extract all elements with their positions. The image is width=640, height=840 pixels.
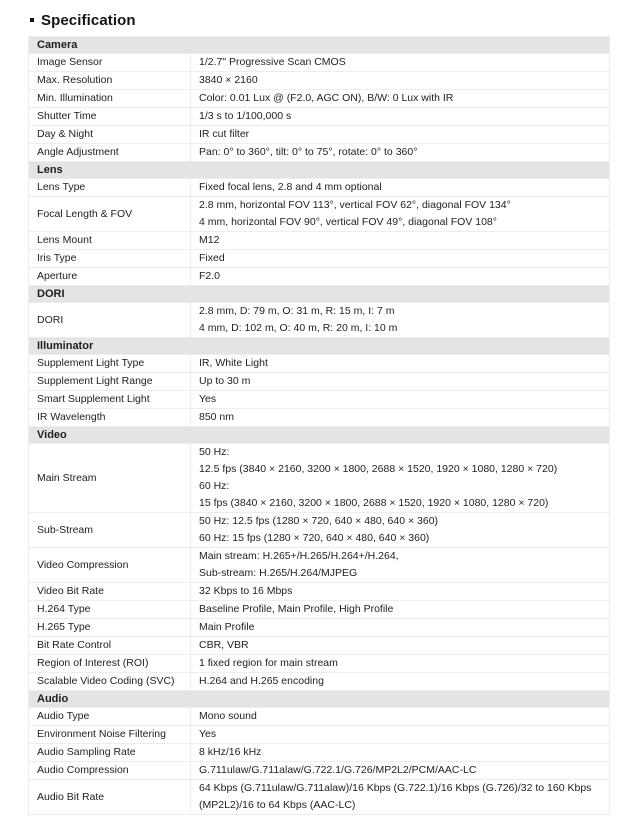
- spec-label: Main Stream: [29, 444, 191, 512]
- spec-value-line: Yes: [199, 393, 217, 405]
- spec-label: Supplement Light Type: [29, 355, 191, 372]
- spec-label: Audio Compression: [29, 762, 191, 779]
- spec-value-line: (MP2L2)/16 to 64 Kbps (AAC-LC): [199, 799, 356, 811]
- spec-label: Video Bit Rate: [29, 583, 191, 600]
- spec-value-line: 50 Hz:: [199, 446, 230, 458]
- spec-value: [191, 355, 609, 372]
- spec-row: [29, 144, 609, 162]
- spec-value: [191, 144, 609, 161]
- spec-label: Min. Illumination: [29, 90, 191, 107]
- spec-label: Video Compression: [29, 548, 191, 582]
- spec-value-line: G.711ulaw/G.711alaw/G.722.1/G.726/MP2L2/PCM/AAC-LC: [199, 764, 477, 776]
- spec-label: Audio Bit Rate: [29, 780, 191, 814]
- spec-label: Region of Interest (ROI): [29, 655, 191, 672]
- spec-label: Max. Resolution: [29, 72, 191, 89]
- spec-row: [29, 444, 609, 513]
- spec-value: [191, 548, 609, 582]
- spec-row: [29, 673, 609, 691]
- spec-row: [29, 391, 609, 409]
- spec-value-line: Baseline Profile, Main Profile, High Profile: [199, 603, 394, 615]
- spec-label: Environment Noise Filtering: [29, 726, 191, 743]
- spec-value-line: 8 kHz/16 kHz: [199, 746, 262, 758]
- spec-label: Aperture: [29, 268, 191, 285]
- spec-table: [28, 36, 610, 815]
- spec-row: [29, 108, 609, 126]
- spec-row: [29, 268, 609, 286]
- spec-value: [191, 583, 609, 600]
- spec-value: [191, 637, 609, 654]
- page-title: [30, 11, 610, 29]
- spec-value-line: 850 nm: [199, 411, 235, 423]
- spec-value: [191, 250, 609, 267]
- spec-value: [191, 268, 609, 285]
- spec-value: [191, 673, 609, 690]
- spec-label: DORI: [29, 303, 191, 337]
- spec-label: Image Sensor: [29, 54, 191, 71]
- spec-label: IR Wavelength: [29, 409, 191, 426]
- spec-row: [29, 409, 609, 427]
- spec-value: [191, 780, 609, 814]
- spec-label: Shutter Time: [29, 108, 191, 125]
- spec-label: Sub-Stream: [29, 513, 191, 547]
- spec-label: Day & Night: [29, 126, 191, 143]
- spec-label: Lens Type: [29, 179, 191, 196]
- spec-value-line: F2.0: [199, 270, 221, 282]
- spec-value-line: 50 Hz: 12.5 fps (1280 × 720, 640 × 480, 640 × 360): [199, 515, 439, 527]
- spec-value-line: Sub-stream: H.265/H.264/MJPEG: [199, 567, 358, 579]
- page-title-text: Specification: [41, 11, 136, 29]
- spec-row: [29, 744, 609, 762]
- spec-value: [191, 762, 609, 779]
- spec-value: [191, 444, 609, 512]
- spec-label: Scalable Video Coding (SVC): [29, 673, 191, 690]
- spec-label: Focal Length & FOV: [29, 197, 191, 231]
- spec-row: [29, 250, 609, 268]
- spec-value: [191, 513, 609, 547]
- spec-label: Angle Adjustment: [29, 144, 191, 161]
- spec-value-line: 2.8 mm, D: 79 m, O: 31 m, R: 15 m, I: 7 m: [199, 305, 395, 317]
- spec-value-line: 1/3 s to 1/100,000 s: [199, 110, 292, 122]
- spec-value: [191, 90, 609, 107]
- spec-row: [29, 90, 609, 108]
- spec-value: [191, 303, 609, 337]
- spec-value-line: 60 Hz:: [199, 480, 230, 492]
- spec-value-line: 2.8 mm, horizontal FOV 113°, vertical FOV 62°, diagonal FOV 134°: [199, 199, 511, 211]
- spec-value-line: Up to 30 m: [199, 375, 251, 387]
- spec-value: [191, 72, 609, 89]
- spec-row: [29, 583, 609, 601]
- spec-value: [191, 197, 609, 231]
- square-bullet-icon: [30, 18, 34, 22]
- spec-value-line: 12.5 fps (3840 × 2160, 3200 × 1800, 2688 × 1520, 1920 × 1080, 1280 × 720): [199, 463, 558, 475]
- spec-value-line: 1 fixed region for main stream: [199, 657, 338, 669]
- spec-row: [29, 72, 609, 90]
- spec-value-line: Fixed: [199, 252, 225, 264]
- spec-label: H.265 Type: [29, 619, 191, 636]
- spec-value-line: 1/2.7" Progressive Scan CMOS: [199, 56, 346, 68]
- spec-value-line: H.264 and H.265 encoding: [199, 675, 324, 687]
- spec-value-line: 4 mm, horizontal FOV 90°, vertical FOV 49°, diagonal FOV 108°: [199, 216, 497, 228]
- spec-value-line: Main Profile: [199, 621, 255, 633]
- spec-value-line: Mono sound: [199, 710, 257, 722]
- spec-row: [29, 303, 609, 338]
- spec-value-line: Yes: [199, 728, 217, 740]
- spec-row: [29, 780, 609, 815]
- spec-row: [29, 726, 609, 744]
- spec-value: [191, 744, 609, 761]
- spec-value-line: Pan: 0° to 360°, tilt: 0° to 75°, rotate: 0° to 360°: [199, 146, 418, 158]
- spec-label: Iris Type: [29, 250, 191, 267]
- spec-value-line: 3840 × 2160: [199, 74, 258, 86]
- spec-value: [191, 601, 609, 618]
- spec-label: Audio Sampling Rate: [29, 744, 191, 761]
- spec-value-line: IR, White Light: [199, 357, 268, 369]
- spec-row: [29, 179, 609, 197]
- spec-value-line: 15 fps (3840 × 2160, 3200 × 1800, 2688 × 1520, 1920 × 1080, 1280 × 720): [199, 497, 549, 509]
- spec-value-line: 60 Hz: 15 fps (1280 × 720, 640 × 480, 640 × 360): [199, 532, 430, 544]
- spec-label: H.264 Type: [29, 601, 191, 618]
- spec-value-line: IR cut filter: [199, 128, 250, 140]
- section-header-illuminator: Illuminator: [29, 338, 609, 355]
- spec-row: [29, 655, 609, 673]
- spec-value-line: M12: [199, 234, 220, 246]
- spec-row: [29, 373, 609, 391]
- spec-row: [29, 619, 609, 637]
- spec-row: [29, 513, 609, 548]
- spec-row: [29, 708, 609, 726]
- spec-label: Supplement Light Range: [29, 373, 191, 390]
- spec-row: [29, 54, 609, 72]
- section-header-video: Video: [29, 427, 609, 444]
- spec-value: [191, 655, 609, 672]
- spec-value: [191, 409, 609, 426]
- spec-value-line: 32 Kbps to 16 Mbps: [199, 585, 293, 597]
- spec-value: [191, 391, 609, 408]
- spec-value-line: CBR, VBR: [199, 639, 249, 651]
- spec-row: [29, 762, 609, 780]
- spec-row: [29, 126, 609, 144]
- spec-label: Audio Type: [29, 708, 191, 725]
- spec-label: Smart Supplement Light: [29, 391, 191, 408]
- section-header-camera: Camera: [29, 37, 609, 54]
- spec-value-line: Main stream: H.265+/H.265/H.264+/H.264,: [199, 550, 399, 562]
- spec-value: [191, 373, 609, 390]
- spec-value: [191, 619, 609, 636]
- spec-value-line: 4 mm, D: 102 m, O: 40 m, R: 20 m, I: 10 m: [199, 322, 398, 334]
- section-header-audio: Audio: [29, 691, 609, 708]
- spec-value: [191, 108, 609, 125]
- spec-value: [191, 126, 609, 143]
- spec-row: [29, 355, 609, 373]
- section-header-dori: DORI: [29, 286, 609, 303]
- spec-row: [29, 637, 609, 655]
- spec-value-line: Fixed focal lens, 2.8 and 4 mm optional: [199, 181, 382, 193]
- spec-label: Bit Rate Control: [29, 637, 191, 654]
- spec-row: [29, 232, 609, 250]
- spec-value-line: 64 Kbps (G.711ulaw/G.711alaw)/16 Kbps (G.722.1)/16 Kbps (G.726)/32 to 160 Kbps: [199, 782, 592, 794]
- spec-value: [191, 232, 609, 249]
- spec-value: [191, 708, 609, 725]
- section-header-lens: Lens: [29, 162, 609, 179]
- spec-label: Lens Mount: [29, 232, 191, 249]
- spec-value: [191, 179, 609, 196]
- spec-row: [29, 548, 609, 583]
- spec-row: [29, 601, 609, 619]
- spec-row: [29, 197, 609, 232]
- spec-value: [191, 54, 609, 71]
- spec-value: [191, 726, 609, 743]
- spec-value-line: Color: 0.01 Lux @ (F2.0, AGC ON), B/W: 0 Lux with IR: [199, 92, 454, 104]
